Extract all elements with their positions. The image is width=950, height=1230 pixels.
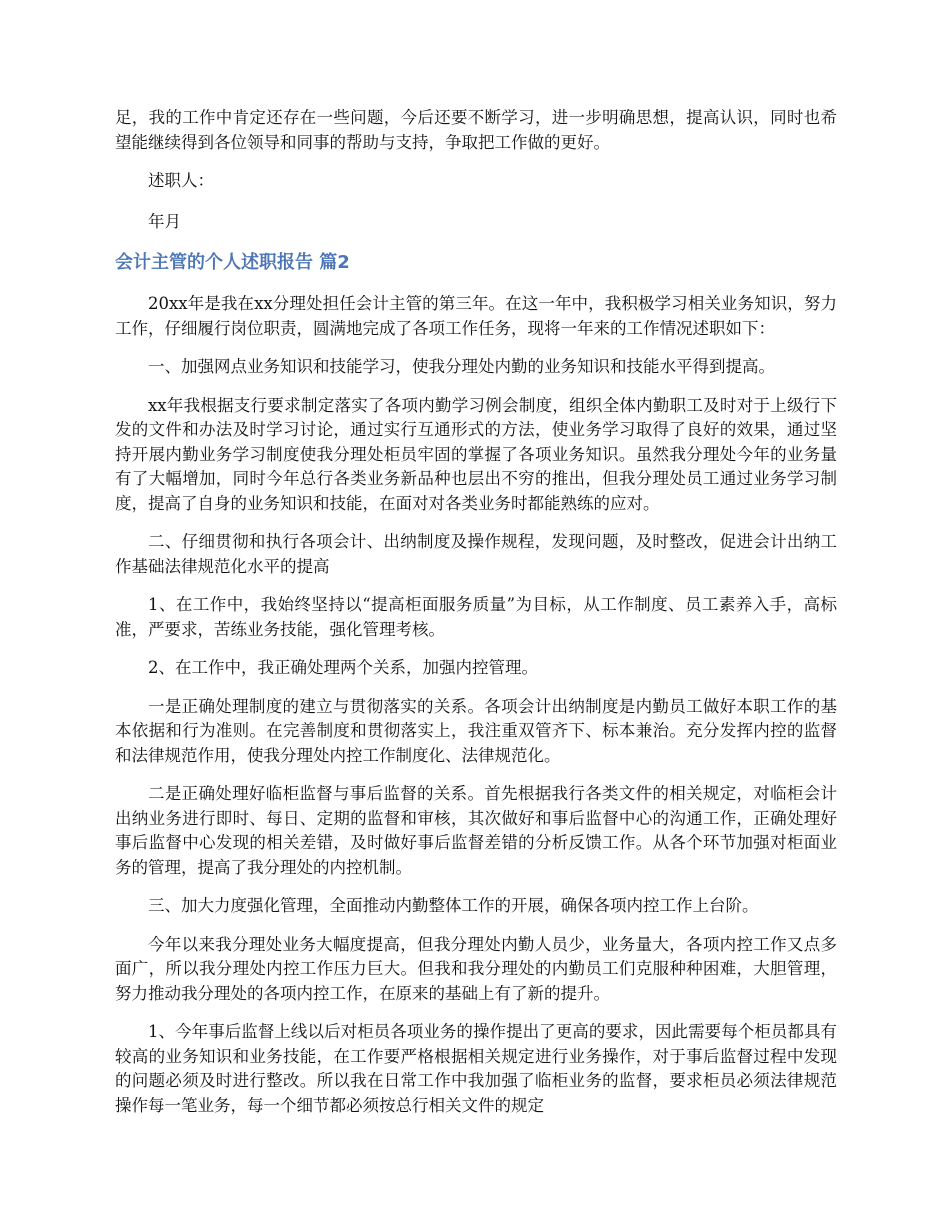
- document-page: [115, 106, 837, 1132]
- paragraph-11: 1、今年事后监督上线以后对柜员各项业务的操作提出了更高的要求，因此需要每个柜员都具有较高的业务知识和业务技能，在工作要严格根据相关规定进行业务操作，对于事后监督过程中发现的问题必须及时进行整改。所以我在日常工作中我加强了临柜业务的监督，要求柜员必须法律规范操作每一笔业务，每一个细节都必须按总行相关文件的规定: [115, 1022, 837, 1115]
- paragraph-5: 1、在工作中，我始终坚持以“提高柜面服务质量”为目标，从工作制度、员工素养入手，高标准，严要求，苦练业务技能，强化管理考核。: [115, 595, 837, 639]
- paragraph-3: xx年我根据支行要求制定落实了各项内勤学习例会制度，组织全体内勤职工及时对于上级行下发的文件和办法及时学习讨论，通过实行互通形式的方法，使业务学习取得了良好的效果，通过坚持开展内勤业务学习制度使我分理处柜员牢固的掌握了各项业务知识。虽然我分理处今年的业务量有了大幅增加，同时今年总行各类业务新品种也层出不穷的推出，但我分理处员工通过业务学习制度，提高了自身的业务知识和技能，在面对对各类业务时都能熟练的应对。: [115, 395, 837, 513]
- continuation-paragraph: 足，我的工作中肯定还存在一些问题，今后还要不断学习，进一步明确思想，提高认识，同时也希望能继续得到各位领导和同事的帮助与支持，争取把工作做的更好。: [115, 108, 837, 152]
- section-title: 会计主管的个人述职报告 篇2: [115, 252, 350, 273]
- paragraph-1: 20xx年是我在xx分理处担任会计主管的第三年。在这一年中，我积极学习相关业务知识，努力工作，仔细履行岗位职责，圆满地完成了各项工作任务，现将一年来的工作情况述职如下：: [115, 294, 837, 338]
- paragraph-7: 一是正确处理制度的建立与贯彻落实的关系。各项会计出纳制度是内勤员工做好本职工作的基本依据和行为准则。在完善制度和贯彻落实上，我注重双管齐下、标本兼治。充分发挥内控的监督和法律规范作用，使我分理处内控工作制度化、法律规范化。: [115, 696, 837, 765]
- paragraph-4: 二、仔细贯彻和执行各项会计、出纳制度及操作规程，发现问题，及时整改，促进会计出纳工作基础法律规范化水平的提高: [115, 532, 837, 576]
- signature-label: 述职人：: [148, 171, 214, 190]
- paragraph-9: 三、加大力度强化管理，全面推动内勤整体工作的开展，确保各项内控工作上台阶。: [148, 896, 759, 915]
- paragraph-8: 二是正确处理好临柜监督与事后监督的关系。首先根据我行各类文件的相关规定，对临柜会计出纳业务进行即时、每日、定期的监督和审核，其次做好和事后监督中心的沟通工作，正确处理好事后监督中心发现的相关差错，及时做好事后监督差错的分析反馈工作。从各个环节加强对柜面业务的管理，提高了我分理处的内控机制。: [115, 784, 837, 877]
- paragraph-6: 2、在工作中，我正确处理两个关系，加强内控管理。: [148, 658, 538, 677]
- date-label: 年月: [148, 211, 181, 231]
- paragraph-2: 一、加强网点业务知识和技能学习，使我分理处内勤的业务知识和技能水平得到提高。: [148, 357, 775, 376]
- paragraph-10: 今年以来我分理处业务大幅度提高，但我分理处内勤人员少，业务量大，各项内控工作又点多面广，所以我分理处内控工作压力巨大。但我和我分理处的内勤员工们克服种种困难，大胆管理，努力推动我分理处的各项内控工作，在原来的基础上有了新的提升。: [115, 934, 837, 1003]
